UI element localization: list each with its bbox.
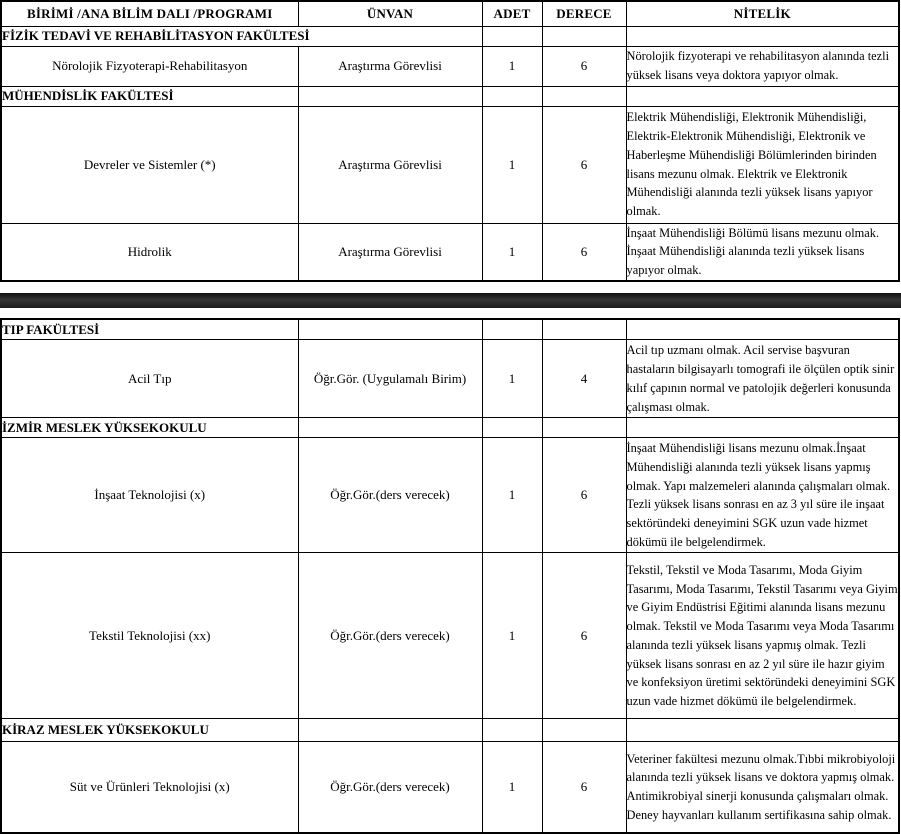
column-header-count: ADET [482, 1, 542, 26]
section-row-izmir-myo [1, 418, 899, 438]
section-row-muhendislik [1, 86, 899, 106]
degree-cell: 6 [542, 106, 626, 223]
count-cell: 1 [482, 46, 542, 86]
positions-table-1 [0, 0, 900, 282]
table-row-acil-tip [1, 340, 899, 418]
qualification-cell: Elektrik Mühendisliği, Elektronik Mühendisliği, Elektrik-Elektronik Mühendisliği, Elektronik ve Haberleşme Mühendisliği Bölümlerinden birinden lisans mezunu olmak. Elektrik ve Elektronik Mühendisliği alanında tezli yüksek lisans yapıyor olmak. [626, 106, 899, 223]
empty-cell [298, 719, 482, 742]
separator-band [0, 293, 901, 308]
count-cell: 1 [482, 223, 542, 281]
degree-cell: 4 [542, 340, 626, 418]
empty-cell [542, 86, 626, 106]
qualification-cell: Acil tıp uzmanı olmak. Acil servise başvuran hastaların bilgisayarlı tomografi ile ölçülen optik sinir kılıf çapının normal ve patolojik değerleri konusunda çalışması olmak. [626, 340, 899, 418]
qualification-cell: Veteriner fakültesi mezunu olmak.Tıbbi mikrobiyoloji alanında tezli yüksek lisans ve doktora yapmış olmak. Antimikrobiyal sinerji konusunda çalışmaları olmak. Deney hayvanları kullanım sertifikasına sahip olmak. [626, 742, 899, 833]
title-cell: Öğr.Gör.(ders verecek) [298, 553, 482, 719]
title-cell: Araştırma Görevlisi [298, 46, 482, 86]
section-label: İZMİR MESLEK YÜKSEKOKULU [1, 418, 298, 438]
qualification-cell: Nörolojik fizyoterapi ve rehabilitasyon alanında tezli yüksek lisans veya doktora yapıyor olmak. [626, 46, 899, 86]
empty-cell [298, 418, 482, 438]
empty-cell [542, 418, 626, 438]
degree-cell: 6 [542, 438, 626, 553]
empty-cell [626, 418, 899, 438]
table-row-hidrolik [1, 223, 899, 281]
section-label: KİRAZ MESLEK YÜKSEKOKULU [1, 719, 298, 742]
program-cell: Nörolojik Fizyoterapi-Rehabilitasyon [1, 46, 298, 86]
title-cell: Öğr.Gör.(ders verecek) [298, 742, 482, 833]
title-cell: Öğr.Gör.(ders verecek) [298, 438, 482, 553]
title-cell: Araştırma Görevlisi [298, 106, 482, 223]
qualification-cell: İnşaat Mühendisliği lisans mezunu olmak.İnşaat Mühendisliği alanında tezli yüksek lisans yapmış olmak. Yapı malzemeleri alanında çalışmaları olmak. Tezli yüksek lisans sonrası en az 3 yıl süre ile inşaat sektöründeki deneyimini SGK uzun vade hizmet dökümü ile belgelendirmek. [626, 438, 899, 553]
section-row-tip [1, 319, 899, 340]
empty-cell [298, 86, 482, 106]
empty-cell [482, 86, 542, 106]
positions-table-2 [0, 318, 900, 834]
empty-cell [482, 418, 542, 438]
table-header-row [1, 1, 899, 26]
empty-cell [542, 719, 626, 742]
count-cell: 1 [482, 340, 542, 418]
program-cell: İnşaat Teknolojisi (x) [1, 438, 298, 553]
column-header-degree: DERECE [542, 1, 626, 26]
column-header-qualification: NİTELİK [626, 1, 899, 26]
empty-cell [542, 319, 626, 340]
degree-cell: 6 [542, 553, 626, 719]
section-row-kiraz-myo [1, 719, 899, 742]
qualification-cell: İnşaat Mühendisliği Bölümü lisans mezunu olmak. İnşaat Mühendisliği alanında tezli yüksek lisans yapıyor olmak. [626, 223, 899, 281]
table-row-norolojik [1, 46, 899, 86]
table-row-insaat-teknolojisi [1, 438, 899, 553]
empty-cell [626, 26, 899, 46]
empty-cell [626, 719, 899, 742]
degree-cell: 6 [542, 223, 626, 281]
degree-cell: 6 [542, 46, 626, 86]
title-cell: Araştırma Görevlisi [298, 223, 482, 281]
table-row-tekstil-teknolojisi [1, 553, 899, 719]
column-header-title: ÜNVAN [298, 1, 482, 26]
degree-cell: 6 [542, 742, 626, 833]
section-row-fizik-tedavi [1, 26, 899, 46]
empty-cell [298, 319, 482, 340]
count-cell: 1 [482, 438, 542, 553]
empty-cell [542, 26, 626, 46]
table-row-sut-urunleri [1, 742, 899, 833]
section-label: MÜHENDİSLİK FAKÜLTESİ [1, 86, 298, 106]
empty-cell [626, 86, 899, 106]
program-cell: Süt ve Ürünleri Teknolojisi (x) [1, 742, 298, 833]
count-cell: 1 [482, 553, 542, 719]
empty-cell [482, 319, 542, 340]
program-cell: Devreler ve Sistemler (*) [1, 106, 298, 223]
count-cell: 1 [482, 742, 542, 833]
empty-cell [482, 26, 542, 46]
section-label: TIP FAKÜLTESİ [1, 319, 298, 340]
count-cell: 1 [482, 106, 542, 223]
empty-cell [626, 319, 899, 340]
title-cell: Öğr.Gör. (Uygulamalı Birim) [298, 340, 482, 418]
column-header-unit: BİRİMİ /ANA BİLİM DALI /PROGRAMI [1, 1, 298, 26]
program-cell: Tekstil Teknolojisi (xx) [1, 553, 298, 719]
qualification-cell: Tekstil, Tekstil ve Moda Tasarımı, Moda Giyim Tasarımı, Moda Tasarımı, Tekstil Tasarımı veya Giyim ve Giyim Endüstrisi Eğitimi alanında lisans mezunu olmak. Tekstil ve Moda Tasarımı veya Moda Tasarımı alanında tezli yüksek lisans yapmış olmak. Tezli yüksek lisans sonrası en az 2 yıl süre ile hazır giyim ve konfeksiyon üretimi sektöründeki deneyimini SGK uzun vade hizmet dökümü ile belgelendirmek. [626, 553, 899, 719]
empty-cell [482, 719, 542, 742]
program-cell: Acil Tıp [1, 340, 298, 418]
table-row-devreler [1, 106, 899, 223]
program-cell: Hidrolik [1, 223, 298, 281]
section-label: FİZİK TEDAVİ VE REHABİLİTASYON FAKÜLTESİ [1, 26, 482, 46]
